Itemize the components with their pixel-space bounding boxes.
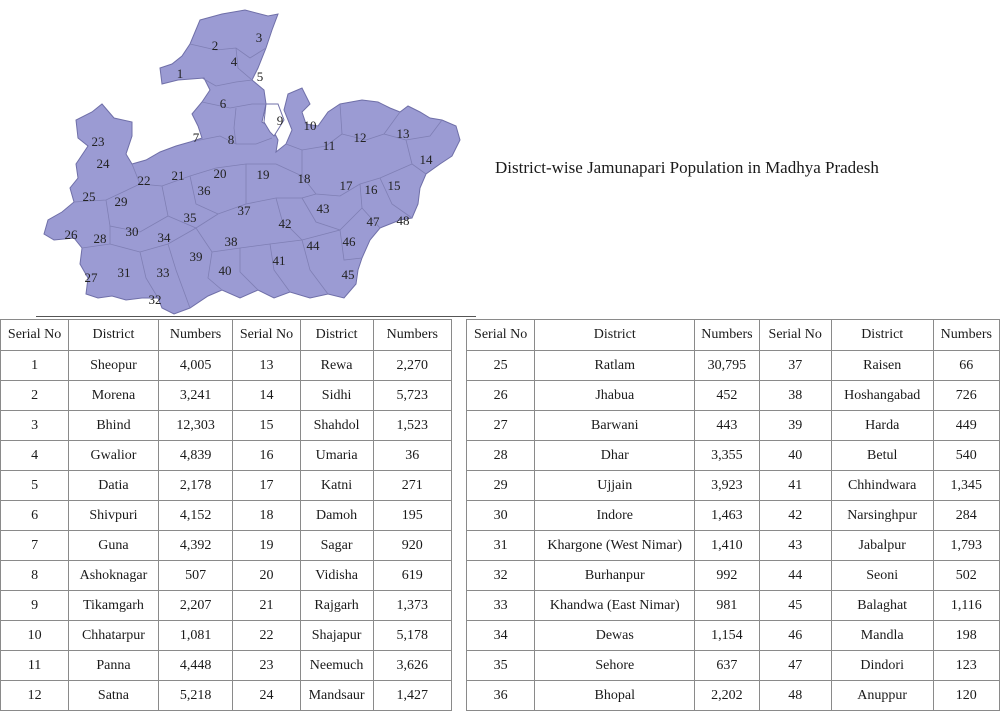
serial-cell: 21 xyxy=(233,591,300,621)
table-row xyxy=(1,591,452,621)
serial-cell: 45 xyxy=(759,591,831,621)
district-cell: Anuppur xyxy=(831,681,933,711)
table-row xyxy=(1,651,452,681)
serial-cell: 31 xyxy=(467,531,535,561)
table-header-row xyxy=(467,320,1000,351)
table-row xyxy=(1,411,452,441)
numbers-cell: 1,793 xyxy=(933,531,999,561)
district-number-label: 27 xyxy=(84,270,98,285)
district-number-label: 36 xyxy=(197,183,211,198)
table-body xyxy=(467,351,1000,711)
numbers-cell: 195 xyxy=(373,501,451,531)
numbers-cell: 3,923 xyxy=(695,471,759,501)
table-row xyxy=(1,441,452,471)
numbers-cell: 637 xyxy=(695,651,759,681)
serial-cell: 41 xyxy=(759,471,831,501)
serial-cell: 12 xyxy=(1,681,69,711)
serial-cell: 44 xyxy=(759,561,831,591)
district-number-label: 20 xyxy=(213,166,227,181)
district-cell: Sidhi xyxy=(300,381,373,411)
district-cell: Mandla xyxy=(831,621,933,651)
table-row xyxy=(467,591,1000,621)
numbers-cell: 2,207 xyxy=(158,591,233,621)
table-body xyxy=(1,351,452,711)
district-number-label: 44 xyxy=(306,238,320,253)
numbers-cell: 452 xyxy=(695,381,759,411)
header-numbers: Numbers xyxy=(695,320,759,351)
district-number-label: 23 xyxy=(91,134,105,149)
district-cell: Chhatarpur xyxy=(69,621,159,651)
district-number-label: 30 xyxy=(125,224,139,239)
serial-cell: 35 xyxy=(467,651,535,681)
numbers-cell: 1,523 xyxy=(373,411,451,441)
district-number-label: 16 xyxy=(364,182,378,197)
district-cell: Shahdol xyxy=(300,411,373,441)
serial-cell: 25 xyxy=(467,351,535,381)
page-title: District-wise Jamunapari Population in Madhya Pradesh xyxy=(495,158,879,177)
district-table-left xyxy=(0,319,452,711)
serial-cell: 30 xyxy=(467,501,535,531)
district-number-label: 13 xyxy=(396,126,410,141)
district-number-label: 18 xyxy=(297,171,311,186)
district-cell: Shajapur xyxy=(300,621,373,651)
district-cell: Satna xyxy=(69,681,159,711)
serial-cell: 14 xyxy=(233,381,300,411)
serial-cell: 33 xyxy=(467,591,535,621)
serial-cell: 29 xyxy=(467,471,535,501)
district-number-label: 7 xyxy=(192,130,200,145)
serial-cell: 7 xyxy=(1,531,69,561)
table-row xyxy=(467,441,1000,471)
table-row xyxy=(467,561,1000,591)
serial-cell: 28 xyxy=(467,441,535,471)
serial-cell: 15 xyxy=(233,411,300,441)
district-number-label: 1 xyxy=(176,66,184,81)
numbers-cell: 1,410 xyxy=(695,531,759,561)
district-cell: Panna xyxy=(69,651,159,681)
district-table-right xyxy=(466,319,1000,711)
district-number-label: 45 xyxy=(341,267,355,282)
table-row xyxy=(467,501,1000,531)
numbers-cell: 540 xyxy=(933,441,999,471)
serial-cell: 17 xyxy=(233,471,300,501)
district-number-label: 29 xyxy=(114,194,128,209)
serial-cell: 38 xyxy=(759,381,831,411)
header-numbers: Numbers xyxy=(933,320,999,351)
serial-cell: 9 xyxy=(1,591,69,621)
numbers-cell: 4,005 xyxy=(158,351,233,381)
numbers-cell: 507 xyxy=(158,561,233,591)
serial-cell: 47 xyxy=(759,651,831,681)
district-cell: Balaghat xyxy=(831,591,933,621)
district-cell: Hoshangabad xyxy=(831,381,933,411)
district-cell: Barwani xyxy=(535,411,695,441)
district-number-label: 6 xyxy=(219,96,227,111)
table-row xyxy=(1,501,452,531)
district-cell: Ujjain xyxy=(535,471,695,501)
numbers-cell: 726 xyxy=(933,381,999,411)
district-number-label: 38 xyxy=(224,234,238,249)
district-number-label: 33 xyxy=(156,265,170,280)
district-cell: Rajgarh xyxy=(300,591,373,621)
numbers-cell: 123 xyxy=(933,651,999,681)
serial-cell: 24 xyxy=(233,681,300,711)
district-number-label: 5 xyxy=(256,69,264,84)
numbers-cell: 920 xyxy=(373,531,451,561)
district-number-label: 46 xyxy=(342,234,356,249)
district-number-label: 40 xyxy=(218,263,232,278)
district-number-label: 4 xyxy=(230,54,238,69)
district-number-label: 28 xyxy=(93,231,107,246)
serial-cell: 1 xyxy=(1,351,69,381)
district-number-label: 10 xyxy=(303,118,317,133)
district-cell: Dhar xyxy=(535,441,695,471)
serial-cell: 13 xyxy=(233,351,300,381)
district-number-label: 24 xyxy=(96,156,110,171)
district-cell: Rewa xyxy=(300,351,373,381)
district-cell: Harda xyxy=(831,411,933,441)
district-cell: Burhanpur xyxy=(535,561,695,591)
numbers-cell: 3,626 xyxy=(373,651,451,681)
numbers-cell: 4,448 xyxy=(158,651,233,681)
numbers-cell: 5,218 xyxy=(158,681,233,711)
table-row xyxy=(1,621,452,651)
district-cell: Betul xyxy=(831,441,933,471)
header-district: District xyxy=(69,320,159,351)
numbers-cell: 5,178 xyxy=(373,621,451,651)
district-cell: Ashoknagar xyxy=(69,561,159,591)
district-number-label: 2 xyxy=(211,38,219,53)
district-number-label: 17 xyxy=(339,178,353,193)
district-cell: Dindori xyxy=(831,651,933,681)
numbers-cell: 1,373 xyxy=(373,591,451,621)
district-number-label: 22 xyxy=(137,173,151,188)
district-cell: Datia xyxy=(69,471,159,501)
serial-cell: 2 xyxy=(1,381,69,411)
district-cell: Narsinghpur xyxy=(831,501,933,531)
district-cell: Chhindwara xyxy=(831,471,933,501)
district-number-label: 8 xyxy=(227,132,235,147)
numbers-cell: 981 xyxy=(695,591,759,621)
header-numbers: Numbers xyxy=(373,320,451,351)
serial-cell: 3 xyxy=(1,411,69,441)
district-cell: Vidisha xyxy=(300,561,373,591)
header-district: District xyxy=(535,320,695,351)
numbers-cell: 66 xyxy=(933,351,999,381)
district-cell: Dewas xyxy=(535,621,695,651)
district-cell: Sheopur xyxy=(69,351,159,381)
numbers-cell: 120 xyxy=(933,681,999,711)
district-cell: Ratlam xyxy=(535,351,695,381)
serial-cell: 43 xyxy=(759,531,831,561)
numbers-cell: 1,345 xyxy=(933,471,999,501)
numbers-cell: 1,427 xyxy=(373,681,451,711)
numbers-cell: 992 xyxy=(695,561,759,591)
district-cell: Khandwa (East Nimar) xyxy=(535,591,695,621)
district-cell: Mandsaur xyxy=(300,681,373,711)
district-number-label: 32 xyxy=(148,292,162,307)
district-number-label: 39 xyxy=(189,249,203,264)
district-cell: Jhabua xyxy=(535,381,695,411)
numbers-cell: 4,839 xyxy=(158,441,233,471)
district-number-label: 34 xyxy=(157,230,171,245)
serial-cell: 37 xyxy=(759,351,831,381)
district-cell: Sagar xyxy=(300,531,373,561)
numbers-cell: 36 xyxy=(373,441,451,471)
district-cell: Morena xyxy=(69,381,159,411)
numbers-cell: 449 xyxy=(933,411,999,441)
district-number-label: 9 xyxy=(276,113,284,128)
header-serial-no: Serial No xyxy=(233,320,300,351)
serial-cell: 22 xyxy=(233,621,300,651)
table-row xyxy=(1,351,452,381)
district-number-label: 25 xyxy=(82,189,96,204)
district-cell: Jabalpur xyxy=(831,531,933,561)
numbers-cell: 3,355 xyxy=(695,441,759,471)
numbers-cell: 443 xyxy=(695,411,759,441)
serial-cell: 23 xyxy=(233,651,300,681)
table-header-row xyxy=(1,320,452,351)
table-row xyxy=(467,621,1000,651)
header-district: District xyxy=(831,320,933,351)
map-svg xyxy=(40,8,470,316)
district-cell: Guna xyxy=(69,531,159,561)
serial-cell: 5 xyxy=(1,471,69,501)
table-row xyxy=(1,561,452,591)
district-cell: Sehore xyxy=(535,651,695,681)
district-map xyxy=(40,8,470,316)
district-number-label: 12 xyxy=(353,130,367,145)
table-row xyxy=(1,381,452,411)
numbers-cell: 4,152 xyxy=(158,501,233,531)
serial-cell: 6 xyxy=(1,501,69,531)
district-number-label: 48 xyxy=(396,213,410,228)
district-number-label: 41 xyxy=(272,253,286,268)
map-baseline xyxy=(36,316,476,317)
district-cell: Seoni xyxy=(831,561,933,591)
table-row xyxy=(1,681,452,711)
serial-cell: 27 xyxy=(467,411,535,441)
table-row xyxy=(467,471,1000,501)
table-row xyxy=(467,351,1000,381)
numbers-cell: 5,723 xyxy=(373,381,451,411)
district-cell: Raisen xyxy=(831,351,933,381)
serial-cell: 48 xyxy=(759,681,831,711)
serial-cell: 42 xyxy=(759,501,831,531)
numbers-cell: 619 xyxy=(373,561,451,591)
table-row xyxy=(467,411,1000,441)
district-number-label: 35 xyxy=(183,210,197,225)
serial-cell: 32 xyxy=(467,561,535,591)
district-number-label: 19 xyxy=(256,167,270,182)
serial-cell: 36 xyxy=(467,681,535,711)
numbers-cell: 284 xyxy=(933,501,999,531)
numbers-cell: 271 xyxy=(373,471,451,501)
numbers-cell: 1,463 xyxy=(695,501,759,531)
table-row xyxy=(467,531,1000,561)
numbers-cell: 1,154 xyxy=(695,621,759,651)
numbers-cell: 198 xyxy=(933,621,999,651)
numbers-cell: 3,241 xyxy=(158,381,233,411)
numbers-cell: 30,795 xyxy=(695,351,759,381)
district-cell: Bhind xyxy=(69,411,159,441)
district-cell: Damoh xyxy=(300,501,373,531)
serial-cell: 46 xyxy=(759,621,831,651)
district-number-label: 11 xyxy=(322,138,336,153)
district-cell: Indore xyxy=(535,501,695,531)
table-row xyxy=(467,651,1000,681)
serial-cell: 10 xyxy=(1,621,69,651)
serial-cell: 4 xyxy=(1,441,69,471)
district-cell: Shivpuri xyxy=(69,501,159,531)
district-number-label: 43 xyxy=(316,201,330,216)
table-row xyxy=(1,471,452,501)
district-cell: Umaria xyxy=(300,441,373,471)
serial-cell: 16 xyxy=(233,441,300,471)
district-number-label: 37 xyxy=(237,203,251,218)
district-number-label: 14 xyxy=(419,152,433,167)
header-serial-no: Serial No xyxy=(467,320,535,351)
serial-cell: 19 xyxy=(233,531,300,561)
numbers-cell: 2,270 xyxy=(373,351,451,381)
district-cell: Tikamgarh xyxy=(69,591,159,621)
header-numbers: Numbers xyxy=(158,320,233,351)
serial-cell: 8 xyxy=(1,561,69,591)
serial-cell: 18 xyxy=(233,501,300,531)
district-cell: Gwalior xyxy=(69,441,159,471)
header-district: District xyxy=(300,320,373,351)
serial-cell: 34 xyxy=(467,621,535,651)
header-serial-no: Serial No xyxy=(759,320,831,351)
numbers-cell: 1,081 xyxy=(158,621,233,651)
district-cell: Bhopal xyxy=(535,681,695,711)
numbers-cell: 2,202 xyxy=(695,681,759,711)
district-cell: Katni xyxy=(300,471,373,501)
district-cell: Neemuch xyxy=(300,651,373,681)
table-row xyxy=(467,381,1000,411)
district-number-label: 47 xyxy=(366,214,380,229)
serial-cell: 20 xyxy=(233,561,300,591)
numbers-cell: 502 xyxy=(933,561,999,591)
district-cell: Khargone (West Nimar) xyxy=(535,531,695,561)
district-number-label: 21 xyxy=(171,168,185,183)
serial-cell: 11 xyxy=(1,651,69,681)
table-row xyxy=(1,531,452,561)
serial-cell: 40 xyxy=(759,441,831,471)
table-row xyxy=(467,681,1000,711)
numbers-cell: 2,178 xyxy=(158,471,233,501)
serial-cell: 39 xyxy=(759,411,831,441)
serial-cell: 26 xyxy=(467,381,535,411)
district-number-label: 31 xyxy=(117,265,131,280)
district-number-label: 3 xyxy=(255,30,263,45)
numbers-cell: 12,303 xyxy=(158,411,233,441)
header-serial-no: Serial No xyxy=(1,320,69,351)
numbers-cell: 4,392 xyxy=(158,531,233,561)
district-number-label: 15 xyxy=(387,178,401,193)
district-number-label: 26 xyxy=(64,227,78,242)
district-number-label: 42 xyxy=(278,216,292,231)
numbers-cell: 1,116 xyxy=(933,591,999,621)
